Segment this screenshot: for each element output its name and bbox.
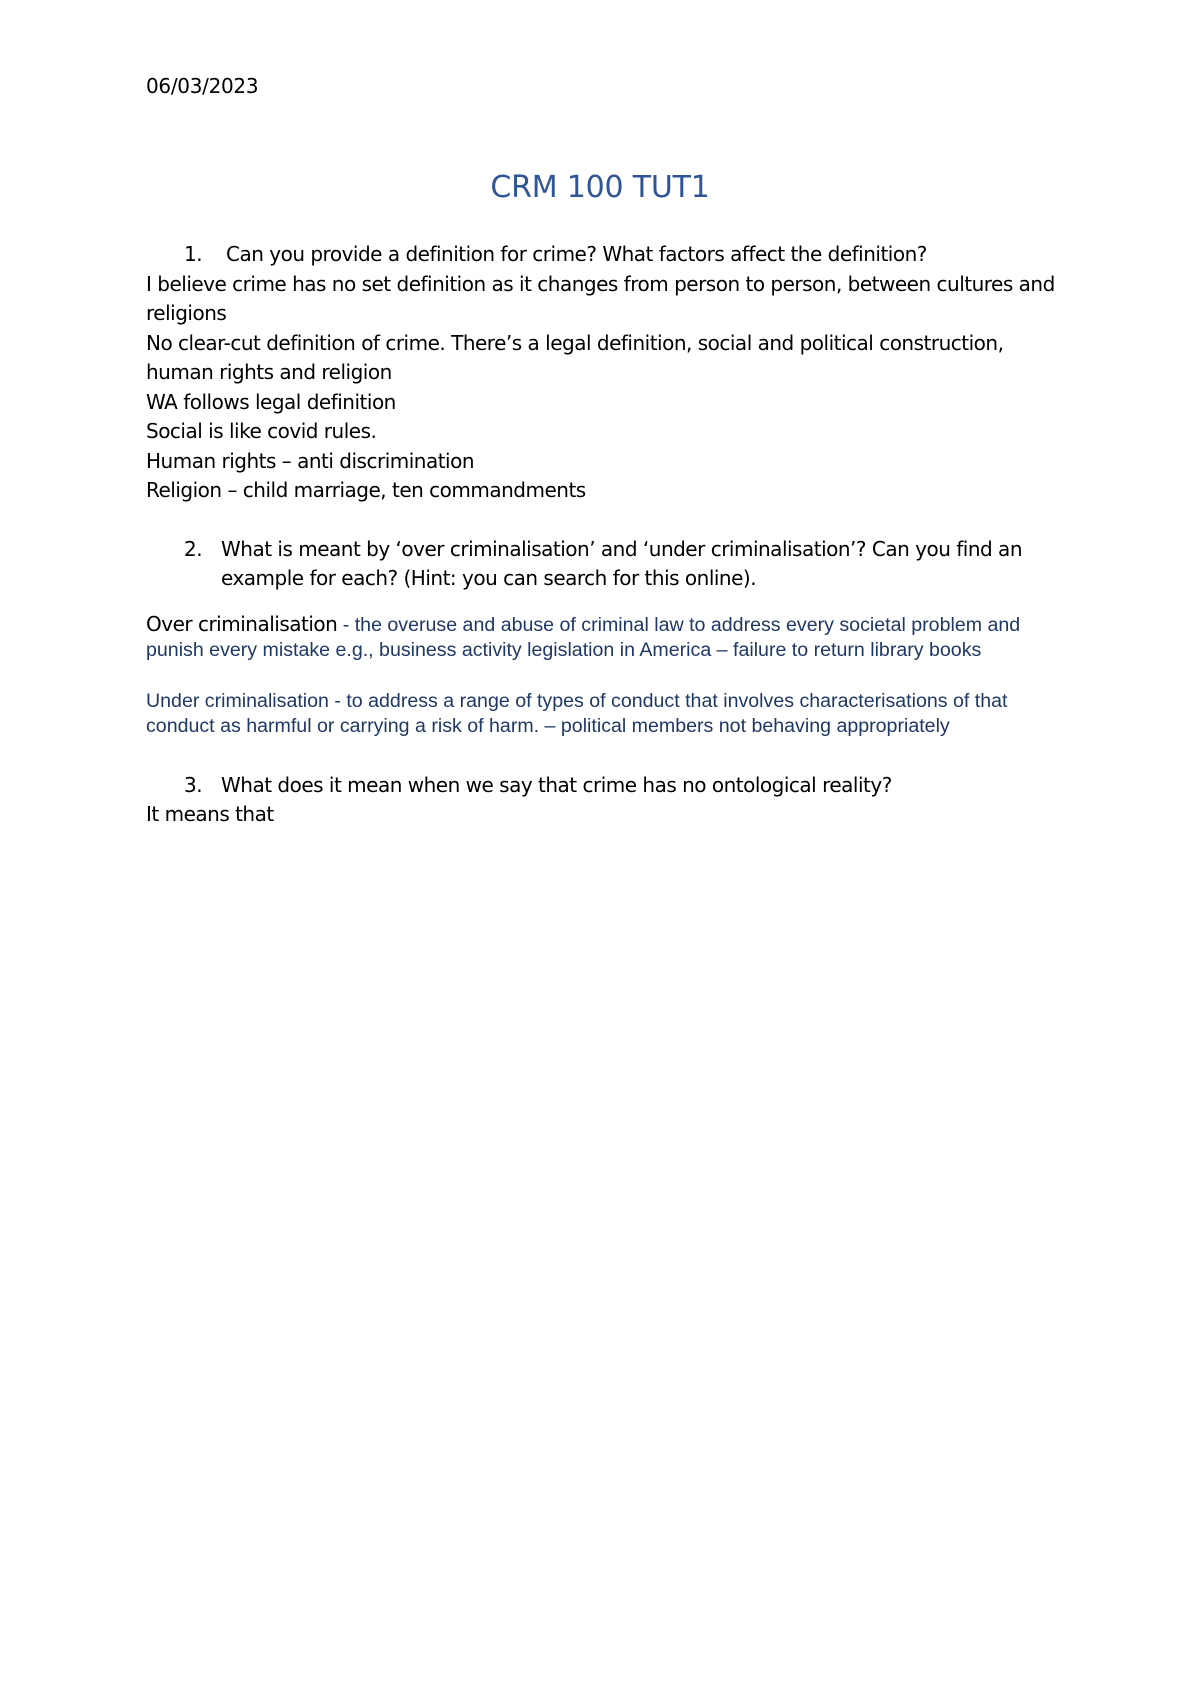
- document-title: CRM 100 TUT1: [490, 170, 710, 205]
- question-2-number: 2.: [184, 536, 203, 561]
- question-2-text: What is meant by ‘over criminalisation’ and ‘under criminalisation’? Can you find an example for each? (Hint: you can search for this online).: [221, 536, 1022, 590]
- question-1-text: Can you provide a definition for crime? What factors affect the definition?: [226, 242, 927, 266]
- document-body: [146, 240, 1066, 830]
- under-criminalisation-answer: Under criminalisation - to address a range of types of conduct that involves characterisations of that conduct as harmful or carrying a risk of harm. – political members not behaving appropriately: [146, 689, 1008, 737]
- answer-2: [146, 612, 1066, 740]
- answer-1-line: Social is like covid rules.: [146, 419, 377, 443]
- answer-1-line: Human rights – anti discrimination: [146, 448, 475, 473]
- over-criminalisation-text: - the overuse and abuse of criminal law to address every societal problem and punish every mistake e.g., business activity legislation in America – failure to return library books: [146, 613, 1021, 661]
- document-date: 06/03/2023: [146, 74, 259, 98]
- answer-1-line: Religion – child marriage, ten commandments: [146, 478, 586, 502]
- over-criminalisation-answer: [146, 612, 1066, 664]
- over-criminalisation-term: Over criminalisation: [146, 611, 338, 636]
- question-3-number: 3.: [184, 772, 203, 797]
- question-3-text: What does it mean when we say that crime has no ontological reality?: [221, 772, 892, 797]
- question-1: [146, 240, 1066, 270]
- answer-1-line: No clear-cut definition of crime. There’s a legal definition, social and political construction, human rights and religion: [146, 330, 1004, 384]
- answer-1-line: WA follows legal definition: [146, 389, 396, 414]
- answer-1-line: I believe crime has no set definition as it changes from person to person, between cultures and religions: [146, 271, 1055, 325]
- answer-3-line: It means that: [146, 802, 274, 826]
- question-1-number: 1.: [184, 242, 203, 266]
- question-2: [146, 535, 1066, 594]
- question-3: [146, 771, 1066, 801]
